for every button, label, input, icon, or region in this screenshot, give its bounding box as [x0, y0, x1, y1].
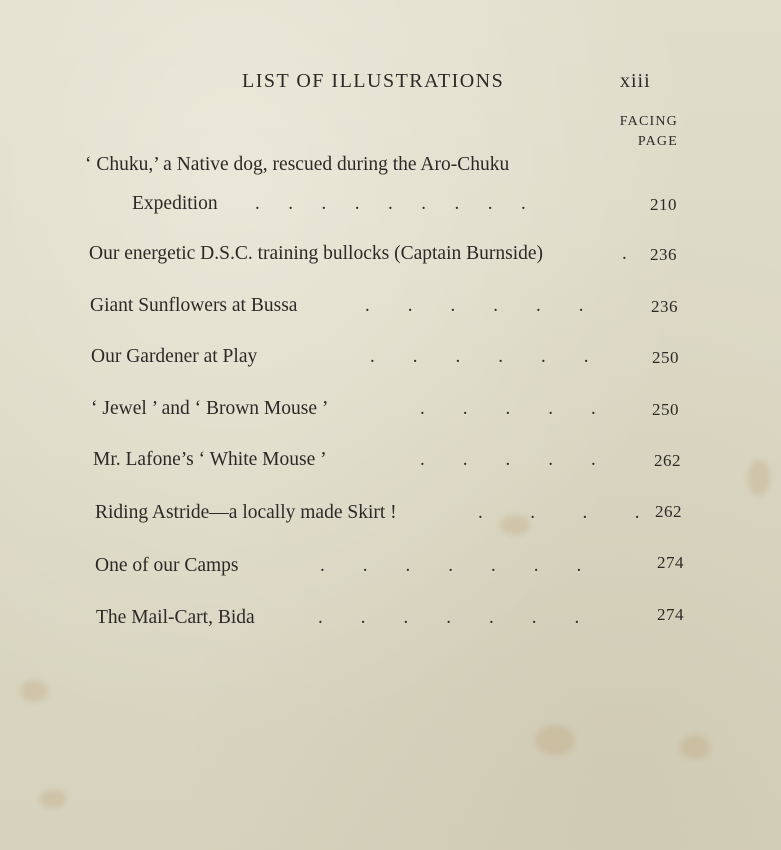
entry-page-number: 236 [650, 245, 677, 264]
entry-title: The Mail-Cart, Bida [96, 607, 255, 628]
entry-title: Riding Astride—a locally made Skirt ! [95, 502, 397, 523]
entry-page-number: 262 [655, 502, 682, 521]
entry-page-number: 250 [652, 348, 679, 367]
entry-title: One of our Camps [95, 555, 239, 576]
leader-dots: . . . . . . . [318, 607, 580, 628]
leader-dots: . [622, 243, 627, 264]
leader-dots: . . . . . [420, 398, 596, 419]
entry-title: Mr. Lafone’s ‘ White Mouse ’ [93, 449, 327, 470]
entry-title-line1: ‘ Chuku,’ a Native dog, rescued during the Aro-Chuku [85, 154, 510, 175]
leader-dots: . . . . . . . . . [255, 193, 526, 214]
facing-page-header [600, 112, 678, 152]
leader-dots: . . . . . . [365, 295, 584, 316]
leader-dots: . . . . . [420, 449, 596, 470]
facing-label: FACING [619, 114, 678, 129]
page-number: xiii [620, 70, 651, 92]
entry-title: Giant Sunflowers at Bussa [90, 295, 298, 316]
page-label: PAGE [637, 134, 678, 149]
foxing-stain [535, 725, 575, 755]
foxing-stain [40, 790, 66, 808]
entry-page-number: 262 [654, 451, 681, 470]
entry-page-number: 250 [652, 400, 679, 419]
entry-page-number: 236 [651, 297, 678, 316]
foxing-stain [748, 460, 770, 496]
leader-dots: . . . . . . [370, 346, 589, 367]
entry-title: ‘ Jewel ’ and ‘ Brown Mouse ’ [91, 398, 329, 419]
foxing-stain [20, 680, 48, 702]
leader-dots: . . . . [478, 502, 640, 523]
entry-title-line2: Expedition [132, 193, 218, 214]
foxing-stain [680, 735, 710, 759]
entry-page-number: 274 [657, 605, 684, 624]
entry-title: Our Gardener at Play [91, 346, 258, 367]
leader-dots: . . . . . . . [320, 555, 582, 576]
entry-title: Our energetic D.S.C. training bullocks (Captain Burnside) [89, 243, 544, 264]
page-title: LIST OF ILLUSTRATIONS [242, 70, 505, 92]
entry-page-number: 210 [650, 195, 677, 214]
entry-page-number: 274 [657, 553, 684, 572]
